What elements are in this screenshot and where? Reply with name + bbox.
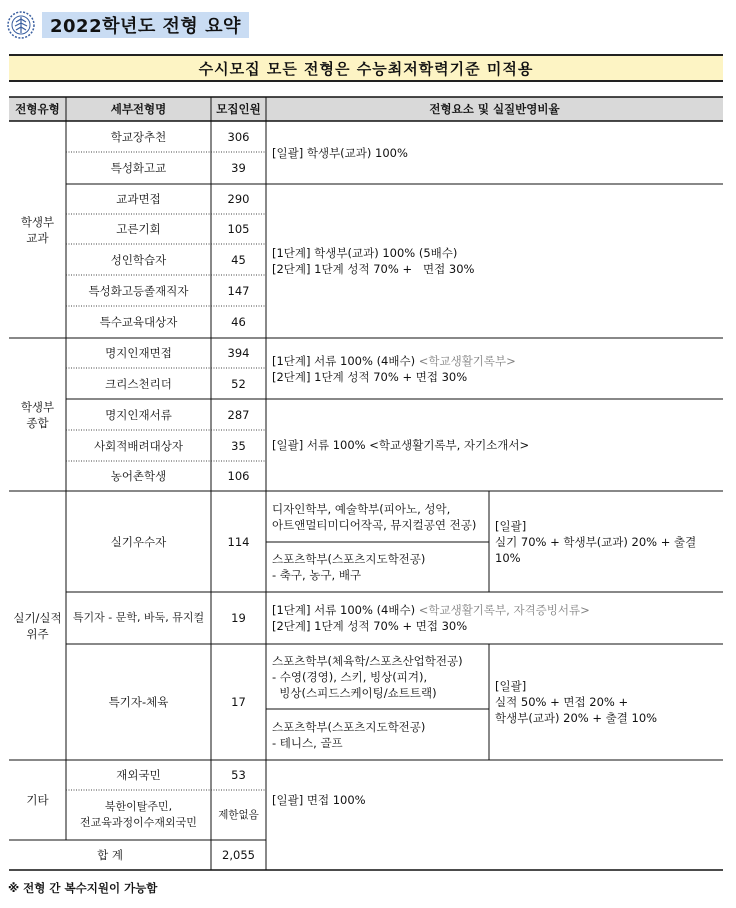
admission-count: 287 <box>227 407 250 422</box>
page-title: 2022학년도 전형 요약 <box>42 12 249 38</box>
admission-name: 크리스천리더 <box>105 376 172 391</box>
elements-line: [1단계] 서류 100% (4배수) <box>272 603 419 617</box>
column-header-type: 전형유형 <box>15 102 60 116</box>
elements-line: [2단계] 1단계 성적 70% + 면접 30% <box>272 619 468 633</box>
column-header-elements: 전형요소 및 실질반영비율 <box>429 102 560 116</box>
admission-name: 실기우수자 <box>110 534 167 549</box>
elements-block <box>266 184 723 338</box>
admission-count: 46 <box>231 315 246 329</box>
admission-count: 19 <box>231 611 246 625</box>
total-label: 합 계 <box>97 848 123 862</box>
admission-name: 특수교육대상자 <box>99 315 178 329</box>
elements-text: [일괄] 실기 70% + 학생부(교과) 20% + 출결 10% <box>495 518 697 565</box>
group-label-other: 기타 <box>26 793 49 807</box>
elements-text: 스포츠학부(체육학/스포츠산업학전공) - 수영(경영), 스키, 빙상(피겨), 빙상(스피드스케이팅/쇼트트랙) <box>272 653 463 700</box>
admission-name: 재외국민 <box>116 768 161 782</box>
elements-note: <학교생활기록부> <box>418 353 516 368</box>
admission-name: 고른기회 <box>116 222 161 236</box>
admission-count: 394 <box>227 346 250 360</box>
elements-text: 스포츠학부(스포츠지도학전공) - 테니스, 골프 <box>272 719 426 750</box>
footnote: ※ 전형 간 복수지원이 가능함 <box>8 881 158 895</box>
admission-count: 106 <box>227 469 250 483</box>
admission-count: 52 <box>231 376 246 391</box>
elements-text: 디자인학부, 예술학부(피아노, 성악, 아트앤멀티미디어작곡, 뮤지컬공연 전공) <box>272 501 477 532</box>
elements-text: [일괄] 학생부(교과) 100% <box>272 145 408 160</box>
column-header-name: 세부전형명 <box>110 102 167 116</box>
elements-text: [일괄] 실적 50% + 면접 20% + 학생부(교과) 20% + 출결 10% <box>495 679 658 725</box>
admission-count: 35 <box>231 438 246 453</box>
group-label-subject: 학생부 교과 <box>20 214 55 245</box>
group-label-practical: 실기/실적 위주 <box>13 610 62 641</box>
admission-name: 농어촌학생 <box>110 469 167 483</box>
admission-name: 성인학습자 <box>110 252 167 267</box>
admission-name: 교과면접 <box>116 192 161 206</box>
elements-block <box>266 592 723 644</box>
admission-count: 105 <box>227 222 250 236</box>
admission-name: 특기자 - 문학, 바둑, 뮤지컬 <box>72 611 205 624</box>
admission-count: 290 <box>227 192 250 206</box>
admission-name: 학교장추천 <box>110 129 167 144</box>
elements-text: [일괄] 서류 100% <학교생활기록부, 자기소개서> <box>272 438 530 452</box>
admission-count: 147 <box>227 283 250 298</box>
elements-line: [2단계] 1단계 성적 70% + 면접 30% <box>272 262 475 276</box>
elements-line: [1단계] 서류 100% (4배수) <box>272 353 419 368</box>
elements-text: 스포츠학부(스포츠지도학전공) - 축구, 농구, 배구 <box>272 552 426 582</box>
elements-note: <학교생활기록부, 자격증빙서류> <box>418 603 590 617</box>
admission-name: 특성화고등졸재직자 <box>88 283 189 298</box>
admission-count: 114 <box>227 534 250 549</box>
admission-name: 명지인재면접 <box>105 346 172 360</box>
admission-name: 특성화고교 <box>110 161 167 175</box>
admission-name: 특기자-체육 <box>108 695 169 709</box>
column-header-count: 모집인원 <box>216 102 261 116</box>
admission-count: 53 <box>231 768 246 782</box>
admission-name: 북한이탈주민, 전교육과정이수재외국민 <box>80 800 197 829</box>
admission-count: 제한없음 <box>218 809 259 821</box>
admission-name: 사회적배려대상자 <box>94 438 183 453</box>
admission-count: 17 <box>231 695 246 709</box>
admission-count: 306 <box>227 129 250 144</box>
admission-name: 명지인재서류 <box>105 407 172 422</box>
total-count: 2,055 <box>222 848 255 862</box>
elements-line: [1단계] 학생부(교과) 100% (5배수) <box>272 246 458 260</box>
admission-count: 39 <box>231 161 246 175</box>
notice-banner: 수시모집 모든 전형은 수능최저학력기준 미적용 <box>9 54 723 82</box>
elements-block <box>266 338 723 399</box>
group-label-comprehensive: 학생부 종합 <box>20 399 55 430</box>
admission-count: 45 <box>231 252 246 267</box>
elements-line: [2단계] 1단계 성적 70% + 면접 30% <box>272 369 468 384</box>
elements-text: [일괄] 면접 100% <box>272 793 366 807</box>
